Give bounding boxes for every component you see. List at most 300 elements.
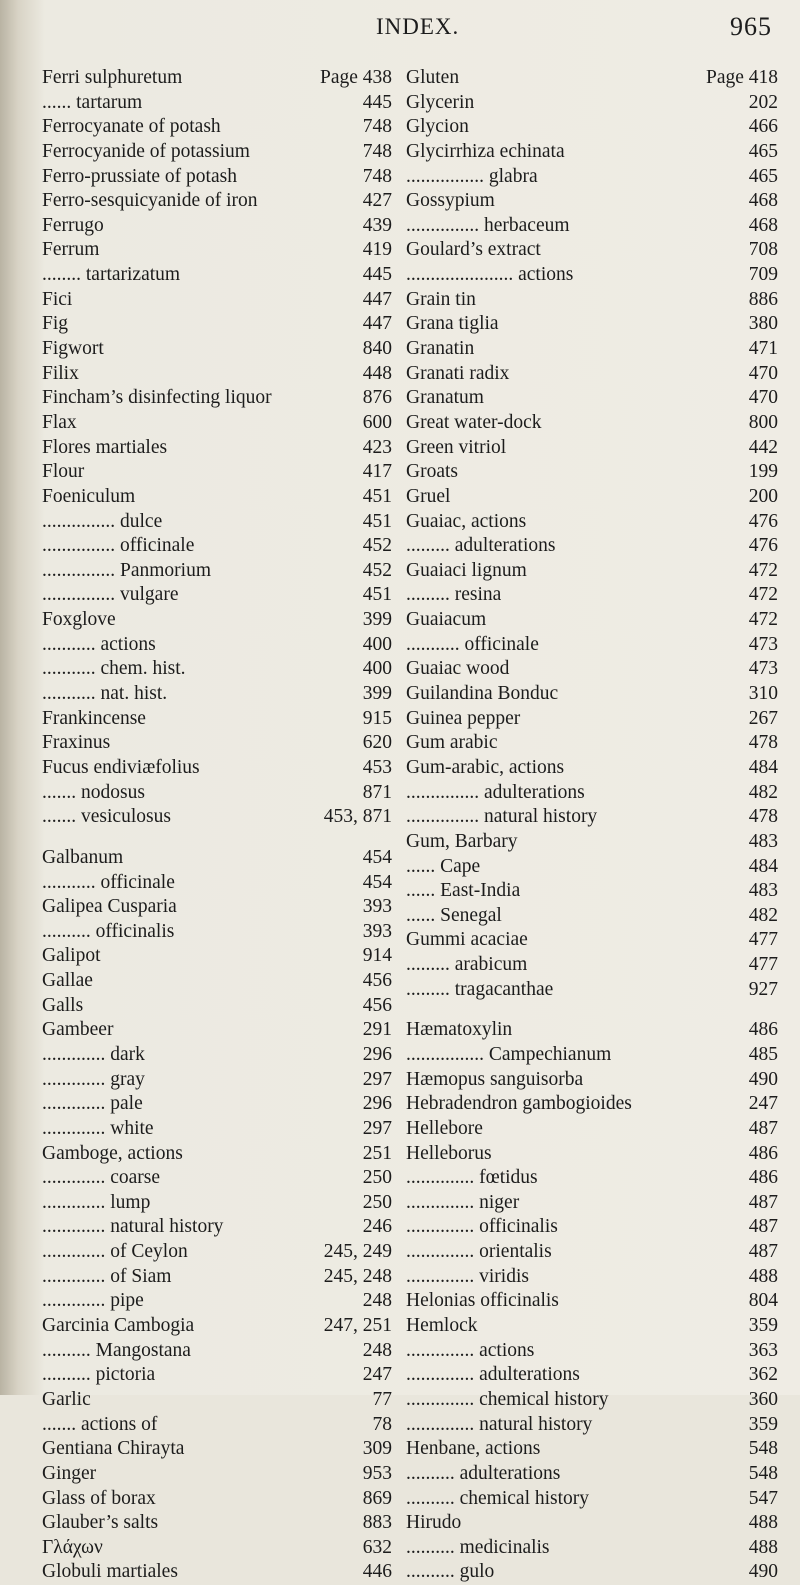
index-term: Ginger (42, 1462, 97, 1484)
index-term: .............. orientalis (406, 1241, 552, 1263)
index-term: Glass of borax (42, 1487, 156, 1509)
index-term: Galipea Cusparia (42, 896, 177, 918)
index-page-ref: 488 (748, 1536, 778, 1558)
index-term: Hæmopus sanguisorba (406, 1068, 584, 1090)
index-page-ref: 454 (362, 846, 392, 868)
index-entry (406, 238, 778, 263)
index-page-ref: 453 (362, 756, 392, 778)
index-entry (406, 830, 778, 855)
index-entry (42, 1043, 392, 1068)
index-entry (42, 115, 392, 140)
index-page-ref: 267 (748, 707, 778, 729)
index-term: Gallae (42, 970, 93, 992)
index-page-ref: 465 (748, 165, 778, 187)
index-term: ............. natural history (42, 1216, 224, 1238)
index-page-ref: 380 (748, 313, 778, 335)
index-page-ref: 473 (748, 658, 778, 680)
index-term: ...................... actions (406, 264, 574, 286)
index-entry (42, 895, 392, 920)
index-page-ref: 359 (748, 1413, 778, 1435)
index-entry (42, 534, 392, 559)
index-term: Ferrocyanide of potassium (42, 140, 250, 162)
index-entry (406, 1388, 778, 1413)
index-page-ref: 439 (362, 214, 392, 236)
index-page-ref: 296 (362, 1043, 392, 1065)
index-entry (42, 337, 392, 362)
index-entry (406, 559, 778, 584)
index-term: Flax (42, 411, 77, 433)
index-term: Hellebore (406, 1117, 483, 1139)
index-term: Galbanum (42, 846, 124, 868)
index-entry (42, 969, 392, 994)
index-entry (42, 731, 392, 756)
index-entry (42, 583, 392, 608)
index-page-ref: 708 (748, 239, 778, 261)
index-entry (406, 337, 778, 362)
index-term: Guaiac, actions (406, 510, 527, 532)
index-term: .............. fœtidus (406, 1167, 538, 1189)
index-page-ref: 470 (748, 362, 778, 384)
index-entry (42, 846, 392, 871)
index-entry (42, 1314, 392, 1339)
index-page-ref: 468 (748, 190, 778, 212)
index-term: Hæmatoxylin (406, 1019, 513, 1041)
index-page-ref: 442 (748, 436, 778, 458)
index-page-ref: 362 (748, 1364, 778, 1386)
index-entry (42, 1462, 392, 1487)
index-term: Groats (406, 461, 458, 483)
index-term: Guilandina Bonduc (406, 683, 559, 705)
index-term: .......... adulterations (406, 1462, 561, 1484)
index-term: Great water-dock (406, 411, 542, 433)
index-entry (42, 91, 392, 116)
index-term: .......... chemical history (406, 1487, 590, 1509)
index-term: ......... arabicum (406, 954, 528, 976)
index-entry (42, 1068, 392, 1093)
index-entry (42, 485, 392, 510)
index-term: .............. actions (406, 1339, 535, 1361)
index-entry (406, 855, 778, 880)
index-term: ........... nat. hist. (42, 683, 168, 705)
index-entry (406, 534, 778, 559)
index-entry (406, 583, 778, 608)
index-term: ............. dark (42, 1043, 145, 1065)
index-term: Galls (42, 994, 84, 1016)
index-term: .......... medicinalis (406, 1536, 550, 1558)
index-page-ref: 200 (748, 485, 778, 507)
index-term: ...... Cape (406, 855, 481, 877)
index-term: Guaiaci lignum (406, 559, 527, 581)
index-page-ref: 600 (362, 411, 392, 433)
index-page-ref: 393 (362, 896, 392, 918)
index-page-ref: 446 (362, 1561, 392, 1583)
index-entry (406, 904, 778, 929)
index-entry (42, 1142, 392, 1167)
index-entry (42, 756, 392, 781)
index-term: Gummi acaciae (406, 929, 528, 951)
index-page-ref: 840 (362, 338, 392, 360)
index-entry (42, 189, 392, 214)
index-term: Garcinia Cambogia (42, 1315, 195, 1337)
index-term: Fraxinus (42, 732, 111, 754)
index-term: ............... officinale (42, 535, 195, 557)
index-title: INDEX. (376, 14, 460, 39)
index-entry (406, 657, 778, 682)
index-page-ref: 363 (748, 1339, 778, 1361)
index-page-ref: 291 (362, 1019, 392, 1041)
index-page-ref: 297 (362, 1117, 392, 1139)
index-entry (406, 731, 778, 756)
index-page-ref: 472 (748, 609, 778, 631)
index-term: ............... dulce (42, 510, 163, 532)
index-page-ref: 202 (748, 91, 778, 113)
index-entry (406, 978, 778, 1003)
index-entry (406, 1339, 778, 1364)
index-page-ref: 451 (362, 510, 392, 532)
index-page-ref: 886 (748, 288, 778, 310)
index-term: ........... chem. hist. (42, 658, 186, 680)
index-entry (406, 1142, 778, 1167)
index-page-ref: 869 (362, 1487, 392, 1509)
index-page-ref: 419 (362, 239, 392, 261)
index-page-ref: 485 (748, 1043, 778, 1065)
index-term: .............. niger (406, 1191, 520, 1213)
index-entry (406, 485, 778, 510)
index-page-ref: 484 (748, 855, 778, 877)
index-entry (406, 1215, 778, 1240)
index-entry (42, 66, 392, 91)
index-term: Frankincense (42, 707, 146, 729)
index-entry (406, 214, 778, 239)
index-entry (42, 386, 392, 411)
index-page-ref: 804 (748, 1290, 778, 1312)
index-entry (406, 682, 778, 707)
index-term: ............. lump (42, 1191, 151, 1213)
index-page-ref: 451 (362, 485, 392, 507)
index-entry (406, 953, 778, 978)
index-term: Green vitriol (406, 436, 507, 458)
index-term: Foxglove (42, 609, 116, 631)
index-entry (42, 920, 392, 945)
index-term: Γλάχων (42, 1536, 103, 1558)
index-term: Gamboge, actions (42, 1142, 183, 1164)
index-page-ref: 478 (748, 732, 778, 754)
index-term: Gluten (406, 67, 460, 88)
index-entry (406, 386, 778, 411)
index-page-ref: 470 (748, 387, 778, 409)
index-term: Filix (42, 362, 79, 384)
index-entry (42, 312, 392, 337)
index-entry (42, 1363, 392, 1388)
index-entry (406, 1462, 778, 1487)
index-entry (406, 1487, 778, 1512)
index-page-ref: 472 (748, 584, 778, 606)
index-entry (42, 1339, 392, 1364)
index-page-ref: 466 (748, 116, 778, 138)
index-entry (406, 263, 778, 288)
index-page-ref: 800 (748, 411, 778, 433)
index-page-ref: 453, 871 (323, 806, 392, 828)
index-page-ref: 245, 249 (323, 1241, 392, 1263)
index-page-ref: 483 (748, 880, 778, 902)
page-number: 965 (730, 12, 772, 41)
index-term: ................ Campechianum (406, 1043, 612, 1065)
index-entry (406, 1043, 778, 1068)
index-entry (406, 411, 778, 436)
index-term: .............. officinalis (406, 1216, 558, 1238)
index-page-ref: 483 (748, 830, 778, 852)
index-entry (42, 682, 392, 707)
index-entry (42, 411, 392, 436)
index-term: Gambeer (42, 1019, 114, 1041)
index-page-ref: 399 (362, 609, 392, 631)
index-entry (42, 1092, 392, 1117)
index-term: Globuli martiales (42, 1561, 178, 1583)
index-term: Gum-arabic, actions (406, 756, 565, 778)
index-term: ............... adulterations (406, 781, 585, 803)
index-page-ref: 452 (362, 559, 392, 581)
index-entry (42, 460, 392, 485)
index-term: Fici (42, 288, 73, 310)
index-term: ............. coarse (42, 1167, 161, 1189)
index-entry (42, 1166, 392, 1191)
index-entry (406, 633, 778, 658)
index-entry (42, 944, 392, 969)
index-term: Gum arabic (406, 732, 498, 754)
index-page-ref: 447 (362, 288, 392, 310)
index-entry (42, 214, 392, 239)
index-entry (42, 1388, 392, 1413)
index-page-ref: 399 (362, 683, 392, 705)
index-term: Hebradendron gambogioides (406, 1093, 632, 1115)
index-entry (406, 362, 778, 387)
index-entry (406, 1437, 778, 1462)
index-page-ref: 871 (362, 781, 392, 803)
index-term: .......... Mangostana (42, 1339, 191, 1361)
index-page-ref: 953 (362, 1462, 392, 1484)
index-entry (406, 1166, 778, 1191)
index-entry (42, 1215, 392, 1240)
index-entry (406, 805, 778, 830)
index-term: Galipot (42, 945, 101, 967)
index-page-ref: 360 (748, 1388, 778, 1410)
index-page-ref: Page 438 (319, 67, 392, 88)
index-term: ............... natural history (406, 806, 598, 828)
index-term: ............... vulgare (42, 584, 179, 606)
index-page-ref: 448 (362, 362, 392, 384)
index-page-ref: 487 (748, 1241, 778, 1263)
index-entry (42, 707, 392, 732)
index-term: .............. chemical history (406, 1388, 609, 1410)
index-entry (42, 805, 392, 830)
index-page-ref: 486 (748, 1019, 778, 1041)
index-entry (406, 1240, 778, 1265)
index-page-ref: 246 (362, 1216, 392, 1238)
index-entry (406, 288, 778, 313)
index-term: Helonias officinalis (406, 1290, 559, 1312)
index-page-ref: 488 (748, 1265, 778, 1287)
index-term: ............. pipe (42, 1290, 144, 1312)
index-page-ref: 632 (362, 1536, 392, 1558)
index-term: .............. viridis (406, 1265, 529, 1287)
index-term: ................ glabra (406, 165, 538, 187)
index-term: Hemlock (406, 1315, 478, 1337)
index-page-ref: 393 (362, 920, 392, 942)
section-gap (42, 830, 392, 846)
index-entry (42, 657, 392, 682)
index-page-ref: 488 (748, 1512, 778, 1534)
index-entry (42, 1289, 392, 1314)
left-index-column (42, 66, 392, 1585)
index-page-ref: 297 (362, 1068, 392, 1090)
index-entry (406, 66, 778, 91)
index-page-ref: 250 (362, 1167, 392, 1189)
index-page-ref: 547 (748, 1487, 778, 1509)
index-page-ref: 748 (362, 165, 392, 187)
index-entry (406, 1314, 778, 1339)
index-page-ref: 456 (362, 994, 392, 1016)
index-entry (42, 288, 392, 313)
index-entry (406, 608, 778, 633)
index-entry (42, 871, 392, 896)
index-entry (42, 559, 392, 584)
index-entry (42, 165, 392, 190)
index-page-ref: 456 (362, 970, 392, 992)
index-page-ref: 78 (372, 1413, 392, 1435)
index-term: ........... officinale (42, 871, 175, 893)
running-header (0, 0, 800, 60)
index-page-ref: 478 (748, 806, 778, 828)
index-term: ............. gray (42, 1068, 145, 1090)
index-term: Gentiana Chirayta (42, 1438, 185, 1460)
index-page-ref: 445 (362, 91, 392, 113)
index-page-ref: 477 (748, 954, 778, 976)
index-term: ....... nodosus (42, 781, 145, 803)
index-entry (42, 1265, 392, 1290)
index-page-ref: 482 (748, 781, 778, 803)
index-page-ref: 709 (748, 264, 778, 286)
index-term: ...... tartarum (42, 91, 143, 113)
index-page-ref: 876 (362, 387, 392, 409)
index-term: Granati radix (406, 362, 510, 384)
index-entry (42, 608, 392, 633)
index-entry (406, 1092, 778, 1117)
index-entry (42, 510, 392, 535)
index-entry (406, 879, 778, 904)
index-entry (406, 707, 778, 732)
index-page-ref: 914 (362, 945, 392, 967)
index-entry (406, 1511, 778, 1536)
index-entry (406, 140, 778, 165)
index-term: Glycion (406, 116, 469, 138)
index-entry (406, 115, 778, 140)
index-entry (406, 1363, 778, 1388)
index-term: Goulard’s extract (406, 239, 541, 261)
index-entry (42, 994, 392, 1019)
index-page-ref: 417 (362, 461, 392, 483)
index-term: ............. white (42, 1117, 154, 1139)
index-page-ref: 454 (362, 871, 392, 893)
index-page-ref: Page 418 (705, 67, 778, 88)
index-term: ....... vesiculosus (42, 806, 171, 828)
index-page-ref: 400 (362, 658, 392, 680)
index-term: ...... Senegal (406, 904, 502, 926)
index-entry (42, 1511, 392, 1536)
right-index-column (406, 66, 778, 1585)
index-term: ............. pale (42, 1093, 143, 1115)
index-term: ....... actions of (42, 1413, 158, 1435)
index-page-ref: 451 (362, 584, 392, 606)
index-page-ref: 477 (748, 929, 778, 951)
index-term: Ferrugo (42, 214, 104, 236)
index-entry (42, 1437, 392, 1462)
index-page-ref: 484 (748, 756, 778, 778)
index-page-ref: 548 (748, 1462, 778, 1484)
index-page-ref: 445 (362, 264, 392, 286)
index-term: ......... adulterations (406, 535, 556, 557)
index-term: .............. adulterations (406, 1364, 580, 1386)
index-page-ref: 548 (748, 1438, 778, 1460)
index-term: Helleborus (406, 1142, 492, 1164)
index-page-ref: 296 (362, 1093, 392, 1115)
index-page-ref: 748 (362, 116, 392, 138)
index-page-ref: 883 (362, 1512, 392, 1534)
index-entry (42, 436, 392, 461)
index-term: .......... officinalis (42, 920, 175, 942)
index-entry (406, 460, 778, 485)
index-term: ........ tartarizatum (42, 264, 181, 286)
index-entry (42, 263, 392, 288)
index-page-ref: 472 (748, 559, 778, 581)
index-page-ref: 400 (362, 633, 392, 655)
index-term: ............. of Siam (42, 1265, 172, 1287)
index-page-ref: 471 (748, 338, 778, 360)
index-entry (42, 140, 392, 165)
index-entry (42, 1413, 392, 1438)
index-page-ref: 247 (748, 1093, 778, 1115)
index-page-ref: 248 (362, 1339, 392, 1361)
index-page-ref: 465 (748, 140, 778, 162)
index-entry (406, 1018, 778, 1043)
index-term: Fincham’s disinfecting liquor (42, 387, 272, 409)
index-term: Grana tiglia (406, 313, 499, 335)
index-term: ............. of Ceylon (42, 1241, 188, 1263)
index-page-ref: 486 (748, 1142, 778, 1164)
index-term: Gossypium (406, 190, 495, 212)
index-page-ref: 473 (748, 633, 778, 655)
index-term: ............... herbaceum (406, 214, 570, 236)
index-term: .......... gulo (406, 1561, 495, 1583)
index-page-ref: 423 (362, 436, 392, 458)
index-term: Fig (42, 313, 69, 335)
index-page-ref: 427 (362, 190, 392, 212)
index-entry (406, 781, 778, 806)
index-term: Granatum (406, 387, 484, 409)
index-entry (42, 1487, 392, 1512)
index-entry (406, 165, 778, 190)
index-page-ref: 927 (748, 978, 778, 1000)
index-term: Guaiacum (406, 609, 487, 631)
index-entry (42, 1018, 392, 1043)
index-entry (406, 1068, 778, 1093)
index-term: Guinea pepper (406, 707, 521, 729)
index-page-ref: 487 (748, 1216, 778, 1238)
index-term: Henbane, actions (406, 1438, 541, 1460)
index-term: Ferro-prussiate of potash (42, 165, 237, 187)
index-entry (42, 633, 392, 658)
index-page-ref: 251 (362, 1142, 392, 1164)
index-term: Ferro-sesquicyanide of iron (42, 190, 258, 212)
